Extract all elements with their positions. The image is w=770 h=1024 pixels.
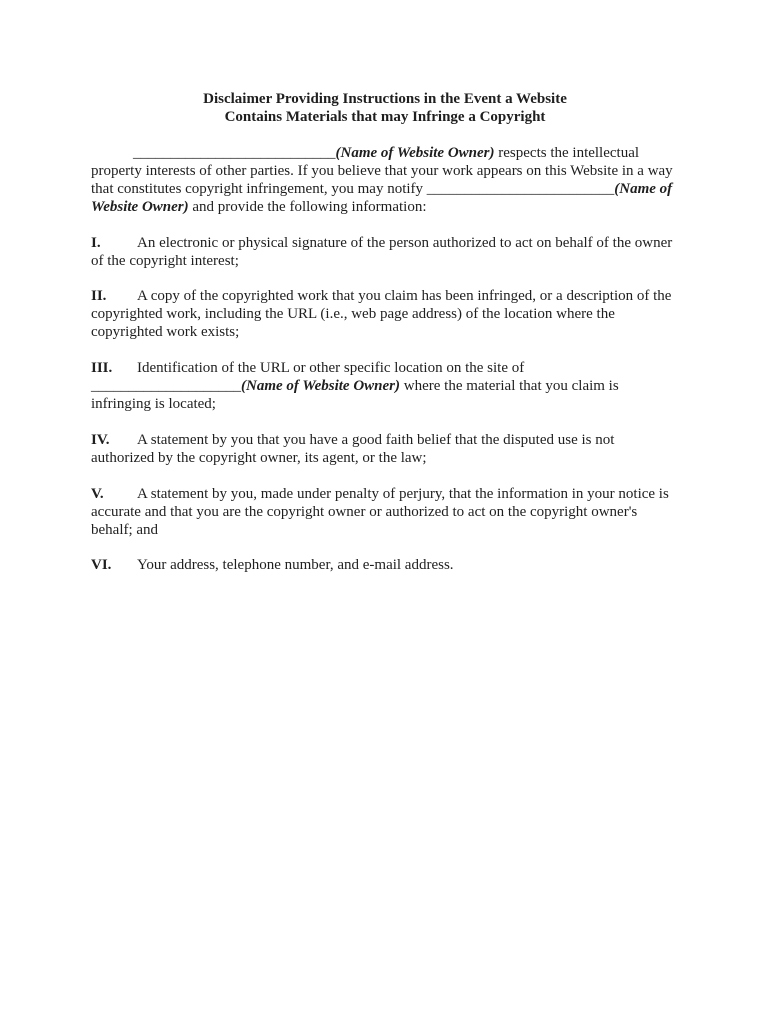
item-numeral-4: IV. (91, 431, 110, 448)
list-item-4 (91, 431, 679, 467)
owner-name-label-2: (Name of Website Owner) (91, 180, 673, 215)
item-text-3-pre: Identification of the URL or other specific location on the site of (137, 360, 525, 377)
item-text-1: An electronic or physical signature of the person authorized to act on behalf of the owner of the copyright interest; (91, 234, 673, 269)
item-numeral-2: II. (91, 288, 107, 305)
item-text-6: Your address, telephone number, and e-mail address. (137, 557, 454, 574)
list-item-2 (91, 287, 679, 341)
list-item-3 (91, 359, 679, 413)
item-text-2: A copy of the copyrighted work that you claim has been infringed, or a description of the copyrighted work, including the URL (i.e., web page address) of the location where the copyrighted work exists; (91, 288, 672, 341)
owner-name-label-3: (Name of Website Owner) (241, 378, 401, 395)
list-item-6 (91, 556, 679, 574)
intro-paragraph (91, 144, 679, 216)
website-owner-name-blank-3[interactable]: ____________________ (91, 378, 241, 395)
item-numeral-1: I. (91, 234, 101, 251)
owner-name-label-1: (Name of Website Owner) (335, 144, 495, 161)
website-owner-name-blank-2[interactable]: _________________________ (426, 180, 615, 197)
list-item-5 (91, 485, 679, 539)
title-line-2: Contains Materials that may Infringe a Copyright (224, 109, 546, 126)
item-text-5: A statement by you, made under penalty of perjury, that the information in your notice is accurate and that you are the copyright owner or authorized to act on the copyright owner's behalf; and (91, 485, 669, 538)
intro-text-1: respects the intellectual property interests of other parties. If you believe that your work appears on this Website in a way that constitutes copyright infringement, you may notify (91, 144, 673, 197)
intro-text-2: and provide the following information: (188, 198, 427, 215)
item-text-3-post: where the material that you claim is infringing is located; (91, 378, 619, 413)
website-owner-name-blank-1[interactable]: ___________________________ (133, 144, 336, 161)
list-item-1 (91, 234, 679, 270)
item-numeral-5: V. (91, 485, 104, 502)
item-text-4: A statement by you that you have a good faith belief that the disputed use is not authorized by the copyright owner, its agent, or the law; (91, 431, 615, 466)
item-numeral-6: VI. (91, 557, 112, 574)
item-numeral-3: III. (91, 360, 113, 377)
document-title (91, 90, 679, 126)
title-line-1: Disclaimer Providing Instructions in the Event a Website (203, 91, 567, 107)
